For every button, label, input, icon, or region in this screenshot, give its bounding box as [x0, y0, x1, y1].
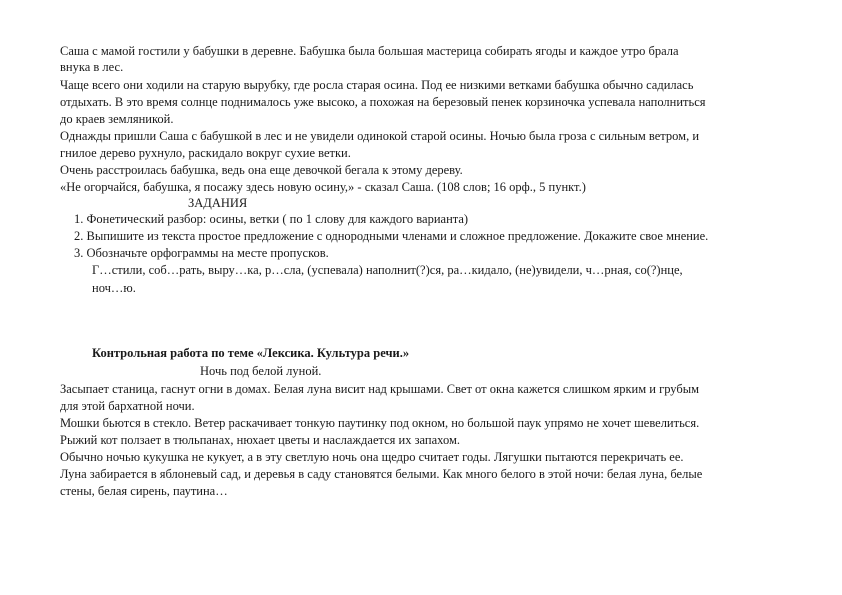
text-line: до краев земляникой. [60, 112, 174, 126]
task-item: 3. Обозначьте орфограммы на месте пропусков. [74, 246, 329, 260]
text-line: Саша с мамой гостили у бабушки в деревне. Бабушка была большая мастерица собирать ягоды и каждое утро брала [60, 44, 679, 58]
text-line: для этой бархатной ночи. [60, 399, 195, 413]
text-line: Засыпает станица, гаснут огни в домах. Белая луна висит над крышами. Свет от окна кажется слишком ярким и грубым [60, 382, 700, 396]
test-title: Контрольная работа по теме «Лексика. Культура речи.» [92, 346, 410, 360]
text-line: Обычно ночью кукушка не кукует, а в эту светлую ночь она щедро считает годы. Лягушки пытаются перекричать ее. [60, 450, 684, 464]
gap-words: Г…стили, соб…рать, выру…ка, р…сла, (успевала) наполнит(?)ся, ра…кидало, (не)увидели, ч…рная, со(?)нце, [92, 263, 683, 277]
task-item: 1. Фонетический разбор: осины, ветки ( по 1 слову для каждого варианта) [74, 212, 469, 226]
text-line: Чаще всего они ходили на старую вырубку, где росла старая осина. Под ее низкими ветками бабушка обычно садилась [60, 78, 694, 92]
text-line: Однажды пришли Саша с бабушкой в лес и не увидели одинокой старой осины. Ночью была гроза с сильным ветром, и [60, 129, 700, 143]
text-line: Мошки бьются в стекло. Ветер раскачивает тонкую паутинку под окном, но большой паук упрямо не хочет шевелиться. [60, 416, 700, 430]
text-line: отдыхать. В это время солнце поднималось уже высоко, а похожая на березовый пенек корзиночка успевала наполниться [60, 95, 706, 109]
test-subtitle: Ночь под белой луной. [200, 364, 322, 378]
text-line: Очень расстроилась бабушка, ведь она еще девочкой бегала к этому дереву. [60, 163, 463, 177]
text-line: внука в лес. [60, 60, 124, 74]
tasks-heading: ЗАДАНИЯ [188, 196, 248, 210]
gap-words: ноч…ю. [92, 281, 136, 295]
task-item: 2. Выпишите из текста простое предложение с однородными членами и сложное предложение. Докажите свое мнение. [74, 229, 709, 243]
text-line: гнилое дерево рухнуло, раскидало вокруг сухие ветки. [60, 146, 351, 160]
text-line: Луна забирается в яблоневый сад, и деревья в саду становятся белыми. Как много белого в этой ночи: белая луна, белые [60, 467, 703, 481]
text-line: Рыжий кот ползает в тюльпанах, нюхает цветы и наслаждается их запахом. [60, 433, 460, 447]
text-line: «Не огорчайся, бабушка, я посажу здесь новую осину,» - сказал Саша. (108 слов; 16 орф., 5 пункт.) [60, 180, 586, 194]
text-line: стены, белая сирень, паутина… [60, 484, 228, 498]
